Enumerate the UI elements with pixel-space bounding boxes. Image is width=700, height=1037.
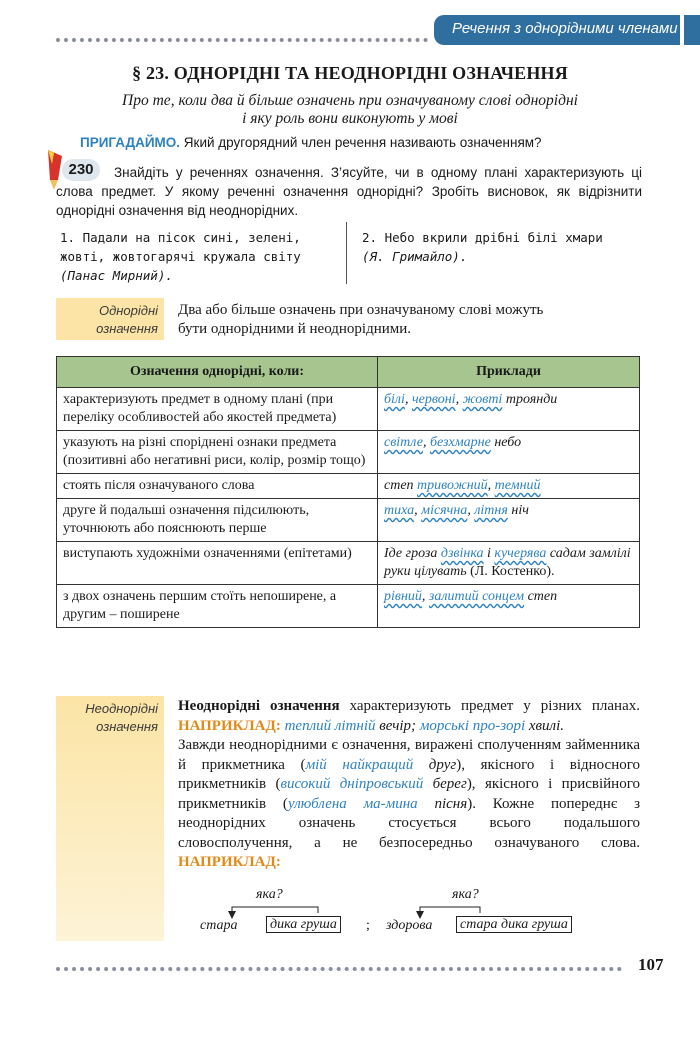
subtitle-line: і яку роль вони виконують у мові: [242, 110, 458, 127]
side-label-nonhomogeneous: [56, 696, 164, 941]
sentence-1: [60, 228, 340, 285]
example-word: пісня: [417, 795, 468, 812]
question-label: яка?: [256, 887, 283, 902]
highlight-word: безхмарне: [429, 435, 491, 450]
sentence-2: [362, 228, 642, 266]
section-subtitle: [40, 92, 660, 128]
highlight-word: залитий сонцем: [428, 589, 525, 604]
example-label: НАПРИКЛАД:: [178, 854, 281, 870]
boxed-phrase: дика груша: [266, 916, 341, 933]
separator: ,: [455, 392, 463, 407]
highlight-word: кучерява: [494, 546, 547, 561]
table-row: [57, 585, 640, 628]
highlight-word: рівний: [384, 589, 422, 604]
recall-label: ПРИГАДАЙМО.: [80, 135, 181, 150]
table-row: [57, 388, 640, 431]
footer-dotted-rule: [56, 967, 622, 971]
rule-cell: з двох означень першим стоїть непоширене, а другим – поширене: [57, 585, 378, 628]
sentence-line: 1. Падали на пісок сині, зелені,: [60, 230, 301, 245]
example-blue: улюблена ма-мина: [287, 795, 418, 812]
example-cell: [378, 431, 640, 474]
example-rest: троянди: [502, 392, 558, 407]
text-span: ). Кожне попереднє з неоднорідних означень стосується всього подальшого словосполучення, а не безпосередньо означуваного слова.: [178, 795, 640, 851]
example-pre: степ: [384, 478, 418, 493]
rules-table: [56, 356, 640, 628]
highlight-word: жовті: [462, 392, 503, 407]
rule-cell: виступають художніми означеннями (епітетами): [57, 542, 378, 585]
exercise-task: Знайдіть у реченнях означення. З’ясуйте, чи в одному плані характеризують ці слова предмет. У якому реченні означення однорідні? Зробіть висновок, як відрізнити однорідні означення від неоднорідних.: [56, 165, 642, 218]
rule-cell: стоять після означуваного слова: [57, 474, 378, 499]
recall-block: [80, 135, 542, 150]
chapter-tab-edge: [684, 15, 700, 45]
example-word: берег: [423, 776, 467, 792]
example-author: (Л. Костенко).: [466, 564, 555, 579]
highlight-word: місячна: [421, 503, 468, 518]
example-word: вечір;: [375, 717, 417, 734]
side-label-line: Однорідні: [98, 303, 158, 318]
nonhomogeneous-text: [178, 697, 640, 873]
sentence-divider: [346, 222, 347, 284]
text-span: ), якісного і присвійного прикметників (: [178, 776, 640, 812]
example-cell: [378, 585, 640, 628]
example-word: друг: [413, 756, 457, 773]
sentence-author: (Я. Гримайло).: [362, 249, 468, 264]
separator: ,: [487, 478, 495, 493]
sentence-line: жовті, жовтогарячі кружала світу: [60, 249, 301, 264]
table-row: [57, 474, 640, 499]
diagram-phrase-2: [456, 917, 572, 933]
diagram-word: стара: [200, 918, 238, 933]
diagram-phrase-1: [266, 917, 341, 933]
recall-question: Який другорядний член речення називають означенням?: [180, 135, 542, 150]
page-number: 107: [638, 955, 664, 974]
section-title: § 23. ОДНОРІДНІ ТА НЕОДНОРІДНІ ОЗНАЧЕННЯ: [132, 63, 568, 83]
example-cell: [378, 388, 640, 431]
rule-cell: указують на різні споріднені ознаки предмета (позитивні або негативні риси, колір, розмір тощо): [57, 431, 378, 474]
separator: і: [483, 546, 495, 561]
text-span: ), якісного і відносного прикметників (: [178, 756, 641, 792]
table-header-row: [57, 357, 640, 388]
text-span: Завжди неоднорідними є означення, виражені сполученням займенника й прикметника (: [178, 737, 640, 773]
highlight-word: темний: [494, 478, 541, 493]
example-rest: ніч: [507, 503, 529, 518]
example-cell: [378, 499, 640, 542]
highlight-word: тиха: [384, 503, 415, 518]
diagram-word: здорова: [386, 918, 433, 933]
header-dotted-rule: [56, 38, 428, 42]
sentence-author: (Панас Мирний).: [60, 268, 173, 283]
column-header-examples: Приклади: [378, 357, 640, 388]
example-label: НАПРИКЛАД:: [178, 717, 281, 734]
separator: ,: [422, 435, 430, 450]
example-rest: садам замлілі руки цілувать: [384, 546, 631, 579]
example-word: хвилі.: [525, 717, 565, 734]
term: Неоднорідні означення: [178, 698, 340, 714]
example-cell: [378, 542, 640, 585]
sentence-line: 2. Небо вкрили дрібні білі хмари: [362, 230, 603, 245]
side-label-line: означення: [96, 321, 158, 336]
diagram-separator: ;: [366, 918, 370, 933]
example-blue: мій найкращий: [305, 756, 414, 773]
side-label-homogeneous: [56, 298, 164, 340]
column-header-rules: Означення однорідні, коли:: [57, 357, 378, 388]
table-row: [57, 431, 640, 474]
example-blue: теплий літній: [280, 717, 376, 734]
definition-homogeneous: [178, 301, 640, 339]
exercise-number: 230: [62, 159, 100, 181]
separator: ,: [467, 503, 475, 518]
highlight-word: червоні: [411, 392, 456, 407]
highlight-word: тривожний: [417, 478, 488, 493]
example-rest: небо: [490, 435, 522, 450]
highlight-word: літня: [474, 503, 508, 518]
boxed-phrase: стара дика груша: [456, 916, 572, 933]
definition-line: Два або більше означень при означуваному слові можуть: [178, 302, 544, 318]
chapter-title: Речення з однорідними членами: [452, 20, 678, 37]
example-rest: степ: [524, 589, 558, 604]
table-row: [57, 542, 640, 585]
text-span: характеризують предмет у різних планах.: [339, 698, 640, 714]
side-label-line: означення: [96, 719, 158, 734]
subtitle-line: Про те, коли два й більше означень при означуваному слові однорідні: [122, 92, 578, 109]
rule-cell: друге й подальші означення підсилюють, уточнюють або пояснюють перше: [57, 499, 378, 542]
highlight-word: світле: [384, 435, 423, 450]
table-row: [57, 499, 640, 542]
rule-cell: характеризують предмет в одному плані (при переліку особливостей або якостей предмета): [57, 388, 378, 431]
example-cell: [378, 474, 640, 499]
definition-line: бути однорідними й неоднорідними.: [178, 321, 412, 337]
question-label: яка?: [452, 887, 479, 902]
separator: ,: [414, 503, 422, 518]
separator: ,: [421, 589, 429, 604]
highlight-word: білі: [384, 392, 405, 407]
side-label-line: Неоднорідні: [85, 701, 158, 716]
example-blue: морські про-зорі: [416, 717, 526, 734]
highlight-word: дзвінка: [440, 546, 484, 561]
example-pre: Іде гроза: [384, 546, 441, 561]
example-blue: високий дніпровський: [280, 776, 424, 792]
separator: ,: [404, 392, 412, 407]
